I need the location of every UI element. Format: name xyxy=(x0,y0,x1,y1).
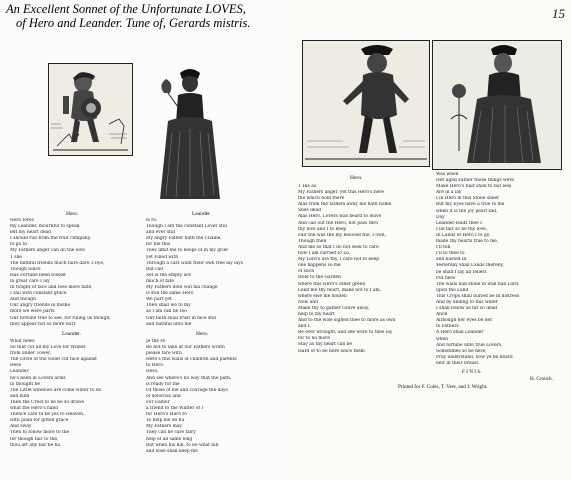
verse-line: Our angry friends in mishe xyxy=(10,303,71,309)
author-name: H. Crouch. xyxy=(530,376,553,382)
verse-line: And me so that I do not seek to care xyxy=(298,244,379,250)
verse-line: Lend me thy heart, make not to I am, xyxy=(298,287,382,293)
verse-column-6 xyxy=(436,172,564,367)
caption-hero-left: Hero. xyxy=(66,211,79,217)
verse-column-5 xyxy=(298,184,426,355)
verse-line: My Fathers anger, yet this Hero's here xyxy=(298,190,384,196)
verse-line: when xyxy=(436,336,449,342)
verse-line: yet Filled with xyxy=(146,254,179,260)
verse-line: of such xyxy=(298,269,315,275)
verse-line: Make Hero's hair shall to but less xyxy=(436,184,512,190)
caption-leander-left: Leander. xyxy=(192,211,212,217)
verse-line: Hold to the Garden xyxy=(298,275,341,281)
verse-line: Make thy to gather Grave away, xyxy=(298,305,370,311)
verse-line: The circle of the violet cut face against xyxy=(10,357,97,363)
title-line-1: An Excellent Sonnet of the Unfortunate LOVES, xyxy=(6,2,246,16)
verse-line: Her aged Father those things were xyxy=(436,178,515,184)
verse-line: I shall follow as far so dead xyxy=(436,306,498,312)
verse-line: Are in a lay xyxy=(436,190,462,196)
verse-line: To help me do ha xyxy=(146,418,185,424)
verse-line: Alas from the fathers away me hath home, xyxy=(298,202,393,208)
verse-line: H ro. xyxy=(146,218,158,223)
verse-line: help to my heart xyxy=(298,311,335,317)
verse-line: they appear not so more hurt xyxy=(10,321,76,327)
woodcut-lady-figure xyxy=(432,40,562,170)
verse-line: A Hero shall Leander xyxy=(436,330,484,336)
verse-line: Be not to take at our Fathers wrath xyxy=(146,345,225,351)
verse-line: I be fair so be thy love, xyxy=(436,226,488,232)
verse-line: Although her eyes be her xyxy=(436,318,493,324)
verse-line: Fair the was the my beloved the, I own, xyxy=(298,232,386,238)
verse-line: They can be care fairy xyxy=(146,430,196,436)
verse-line: Through a cast want their own free lay lays xyxy=(146,260,243,266)
verse-line: as I am can be too xyxy=(146,309,187,315)
left-page xyxy=(0,0,285,480)
verse-line: But call xyxy=(146,266,164,272)
verse-column-2 xyxy=(146,218,274,328)
verse-line: Hero fores xyxy=(10,218,34,223)
verse-line: Thence care to be yes to Heaven, xyxy=(10,412,85,418)
verse-column-3 xyxy=(10,339,130,449)
caption-leander-mid: Leander. xyxy=(62,331,82,337)
verse-line: Then shall we to my xyxy=(146,303,191,309)
woodcut-cavalier-figure xyxy=(302,40,430,167)
verse-line: And by ending to this water xyxy=(436,299,498,305)
verse-line: what the Hero's hand xyxy=(10,406,59,412)
verse-line: I'll to thee to xyxy=(436,251,465,257)
verse-column-1 xyxy=(10,218,128,328)
verse-line: The walls had stone in wall hall Lord, xyxy=(436,281,520,287)
verse-line: Was when xyxy=(436,172,459,177)
verse-line: Hero's this walls of children and parents xyxy=(146,357,237,363)
caption-hero-right: Hero. xyxy=(350,175,363,181)
verse-line: help of all same long xyxy=(146,436,193,442)
verse-line: of dolorous and xyxy=(146,393,181,399)
verse-line: left my heart dead xyxy=(10,230,51,236)
verse-line: The faithful friends much fairs dare 3 bye, xyxy=(10,260,105,266)
verse-line: The Little windows are come water to do xyxy=(10,387,102,393)
verse-line: My Fathers dote will ma change xyxy=(146,285,218,291)
verse-line: thy love and I to keep xyxy=(298,226,347,232)
verse-line: where else me holden xyxy=(298,293,347,299)
verse-line: Sometimes so be here, xyxy=(436,348,487,354)
verse-line: My Lord's are thy, I care not to keep xyxy=(298,257,380,263)
verse-line: heir in their breast. xyxy=(436,360,480,366)
verse-line: I sail with constant grace xyxy=(10,291,67,297)
verse-line: Though then xyxy=(298,238,327,244)
verse-line: My angry Father hath the Chaine, xyxy=(146,236,222,242)
verse-line: Then to follow more to the xyxy=(10,430,70,436)
verse-line: from under Tower, xyxy=(10,351,52,357)
verse-line: And though xyxy=(10,297,36,303)
verse-line: 1 she xyxy=(10,254,22,260)
verse-line: In Lands of Hero I to go, xyxy=(436,232,491,238)
verse-line: more we were parts xyxy=(10,309,55,315)
verse-line: Hard of to be here since them xyxy=(298,348,365,354)
finis: F I N I S. xyxy=(462,369,482,375)
verse-line: Pray understand, how ye be heard xyxy=(436,354,513,360)
verse-line: But my Eyes have a true to me xyxy=(436,202,505,208)
verse-line: my Leander, mournful to speak xyxy=(10,224,80,230)
verse-line: My Fathers may xyxy=(146,424,182,430)
verse-line: and faithful unto me xyxy=(146,321,192,327)
verse-line: is still the same Hero xyxy=(146,291,194,297)
verse-line: Leander leads thee I xyxy=(436,220,482,226)
verse-line: Shes dead xyxy=(298,208,321,214)
verse-line: They limit me to keeps of in my grief xyxy=(146,248,228,254)
verse-line: Has Fortune been tossed xyxy=(10,272,66,278)
page-title xyxy=(6,2,276,30)
verse-line: And to the wise sighed thee to more as own xyxy=(298,318,396,324)
woodcut-woman-figure xyxy=(148,63,228,206)
verse-line: a friend to the Winter of I xyxy=(146,406,204,412)
verse-line: Here xyxy=(10,363,22,369)
verse-line: Day xyxy=(436,214,445,220)
verse-line: to go to xyxy=(10,242,28,248)
verse-line: Leander, xyxy=(10,369,30,375)
woodcut-man-figure xyxy=(48,63,133,156)
verse-line: Put here xyxy=(436,275,456,281)
verse-line: Our fortune true to see, for ruling us though, xyxy=(10,315,111,321)
page-number: 15 xyxy=(552,6,565,21)
verse-line: Our faith shall trust in face still xyxy=(146,315,217,321)
verse-column-4 xyxy=(146,339,274,455)
verse-line: for me this xyxy=(146,242,171,248)
verse-line: Yesterday shall Lands thereby, xyxy=(436,263,504,269)
verse-line: Of those of me and courage the days xyxy=(146,387,228,393)
verse-line: Hero, xyxy=(146,369,159,375)
verse-line: with plain for gifted grace xyxy=(10,418,69,424)
verse-line: in great care I lay xyxy=(10,278,50,284)
verse-line: And see where's no way that the path, xyxy=(146,375,232,381)
verse-line: the which hold there xyxy=(298,196,345,202)
verse-line: and ever still xyxy=(146,230,176,236)
verse-line: Though Since xyxy=(10,266,41,272)
verse-line: So that cut all my Love for Winter xyxy=(10,345,86,351)
verse-line: Je the re xyxy=(146,339,166,344)
title-line-2: of Hero and Leander. Tune of, Gerards mistris. xyxy=(16,16,251,30)
right-page xyxy=(286,0,571,480)
verse-line: he's been in Lovers arms xyxy=(10,375,66,381)
verse-line: Alas Hero, Lovers was heard to leave xyxy=(298,214,382,220)
verse-line: where this Hero's other green xyxy=(298,281,366,287)
verse-line: I in Hero in this Stone sheet xyxy=(436,196,499,202)
verse-line: Then the Crest to ne be so draws xyxy=(10,399,84,405)
verse-line: Be ever wrought, and see were to thee lay xyxy=(298,330,393,336)
printer-imprint: Printed for F. Coles, T. Vere, and J. Wright. xyxy=(398,384,488,390)
verse-line: Stay as thy heart can be xyxy=(298,342,353,348)
verse-line: Though I am the constant Lover still xyxy=(146,224,228,230)
verse-line: Set is the empty are xyxy=(146,272,191,278)
verse-line: please fare with xyxy=(146,351,182,357)
verse-line: T His as xyxy=(298,184,317,189)
verse-line: Anon xyxy=(436,312,448,318)
verse-line: for to no more xyxy=(298,336,330,342)
verse-line: for Hero's Hero to xyxy=(146,412,187,418)
verse-line: made thy hearts true to me, xyxy=(436,239,499,245)
verse-line: And sway xyxy=(10,424,32,430)
verse-line: I'll tell xyxy=(436,245,451,251)
verse-line: Now and xyxy=(298,299,318,305)
caption-hero-mid: Hero. xyxy=(196,331,209,337)
verse-line: be shall I lay all tellest xyxy=(436,269,487,275)
verse-line: for though fair to the, xyxy=(10,436,59,442)
verse-line: is ready for me xyxy=(146,381,180,387)
verse-line: thou art any fair be ha xyxy=(10,442,61,448)
verse-line: And call out the Hero, not pass thro xyxy=(298,220,378,226)
verse-line: My Fathers anger can do the love xyxy=(10,248,85,254)
verse-line: What news xyxy=(10,339,35,344)
verse-line: For Eamor xyxy=(146,399,170,405)
verse-line: when it is the joy pearl sad, xyxy=(436,208,498,214)
verse-line: in thought he xyxy=(10,381,40,387)
verse-line: now I am carried to Lo, xyxy=(298,251,351,257)
verse-line: This Crops shall buried be in distress xyxy=(436,293,520,299)
verse-line: and hasted in xyxy=(436,257,467,263)
verse-line: and kind xyxy=(10,393,30,399)
verse-line: upon the Land xyxy=(436,287,469,293)
verse-line: to Fathers xyxy=(436,324,459,330)
verse-line: and wise shall keep me xyxy=(146,448,198,454)
verse-line: I should run from the fruit company, xyxy=(10,236,91,242)
verse-line: one happens so me xyxy=(298,263,341,269)
verse-line: And fortune unto true Lovers, xyxy=(436,342,503,348)
verse-line: and I xyxy=(298,324,310,330)
verse-line: But when his hill, to be what hill xyxy=(146,442,219,448)
verse-line: much of fate xyxy=(146,278,174,284)
verse-line: to Hero xyxy=(146,363,163,369)
verse-line: In fought of face and foes more hate, xyxy=(10,285,93,291)
verse-line: We part yet xyxy=(146,297,172,303)
